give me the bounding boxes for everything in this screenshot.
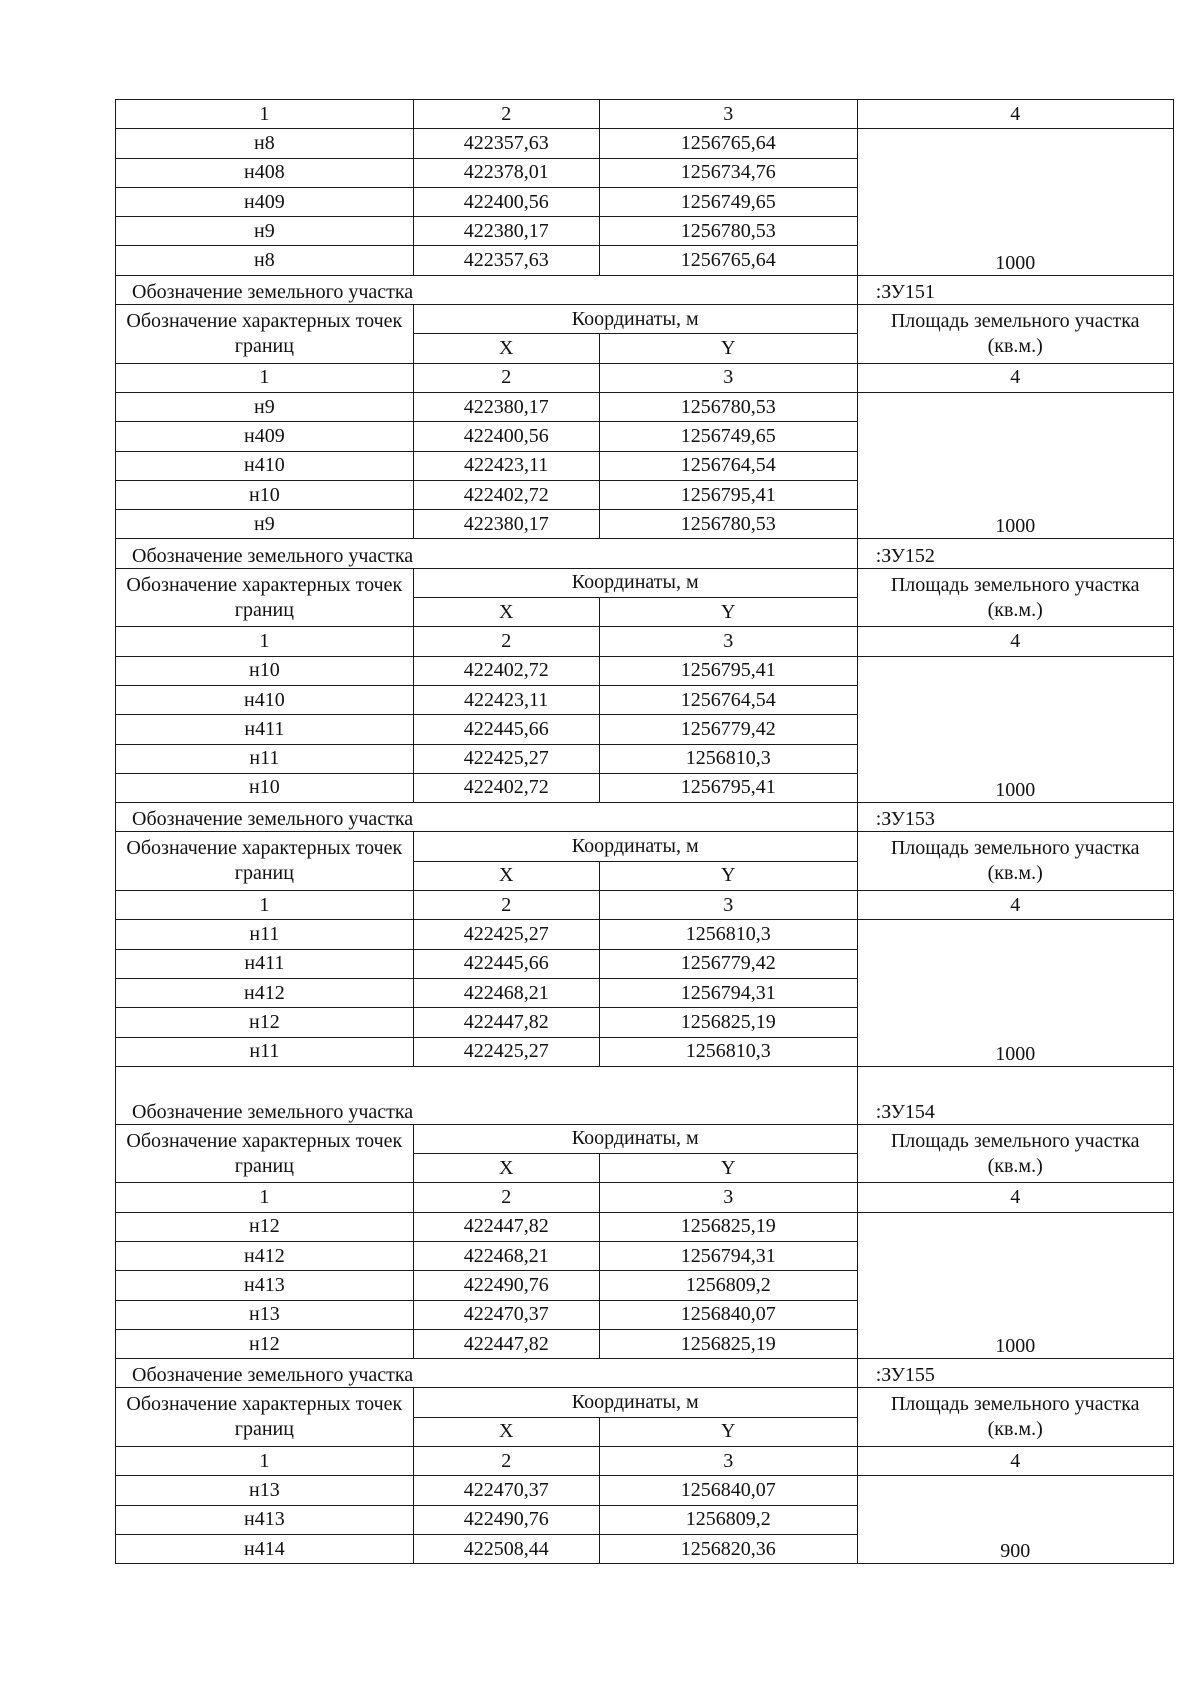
blank-cell: [599, 539, 857, 568]
parcel-code: :ЗУ154: [857, 1066, 1173, 1124]
blank-cell: [413, 803, 599, 832]
point-y: 1256795,41: [599, 480, 857, 509]
parcel-area: 900: [857, 1476, 1173, 1564]
parcel-designation-label: Обозначение земельного участка: [116, 1359, 414, 1388]
point-y: 1256765,64: [599, 129, 857, 158]
point-x: 422445,66: [413, 715, 599, 744]
header-row: [116, 305, 1174, 334]
column-number-row: [116, 100, 1174, 129]
column-number: 1: [116, 891, 414, 920]
point-x: 422490,76: [413, 1505, 599, 1534]
point-y: 1256749,65: [599, 187, 857, 216]
point-y: 1256825,19: [599, 1212, 857, 1241]
header-row: [116, 832, 1174, 861]
parcel-area: 1000: [857, 1212, 1173, 1358]
y-header: Y: [599, 1154, 857, 1183]
point-x: 422402,72: [413, 773, 599, 802]
y-header: Y: [599, 861, 857, 890]
point-name: н10: [116, 773, 414, 802]
column-number: 1: [116, 1447, 414, 1476]
point-y: 1256794,31: [599, 978, 857, 1007]
parcel-area: 1000: [857, 129, 1173, 275]
point-y: 1256810,3: [599, 1037, 857, 1066]
coordinates-table: [115, 99, 1174, 1564]
point-x: 422447,82: [413, 1008, 599, 1037]
parcel-designation-row: [116, 539, 1174, 568]
column-number: 3: [599, 363, 857, 392]
column-number: 2: [413, 891, 599, 920]
table-row: [116, 920, 1174, 949]
point-x: 422400,56: [413, 422, 599, 451]
area-header: Площадь земельного участка (кв.м.): [857, 305, 1173, 364]
point-x: 422402,72: [413, 656, 599, 685]
point-y: 1256809,2: [599, 1505, 857, 1534]
point-name: н11: [116, 920, 414, 949]
blank-cell: [599, 275, 857, 304]
points-designation-header: Обозначение характерных точек границ: [116, 568, 414, 627]
header-row: [116, 1124, 1174, 1153]
parcel-designation-row: [116, 275, 1174, 304]
x-header: X: [413, 598, 599, 627]
column-number-row: [116, 1447, 1174, 1476]
parcel-code: :ЗУ152: [857, 539, 1173, 568]
column-number: 3: [599, 1183, 857, 1212]
point-name: н11: [116, 744, 414, 773]
point-name: н8: [116, 246, 414, 275]
coordinates-header: Координаты, м: [413, 832, 857, 861]
point-y: 1256734,76: [599, 158, 857, 187]
point-x: 422445,66: [413, 949, 599, 978]
column-number: 1: [116, 363, 414, 392]
coordinates-header: Координаты, м: [413, 305, 857, 334]
parcel-area: 1000: [857, 392, 1173, 538]
column-number: 2: [413, 1447, 599, 1476]
point-y: 1256840,07: [599, 1476, 857, 1505]
column-number-row: [116, 363, 1174, 392]
blank-cell: [413, 275, 599, 304]
point-name: н411: [116, 715, 414, 744]
point-x: 422468,21: [413, 978, 599, 1007]
point-name: н13: [116, 1476, 414, 1505]
column-number: 1: [116, 100, 414, 129]
blank-cell: [413, 1359, 599, 1388]
column-number: 4: [857, 891, 1173, 920]
parcel-area: 1000: [857, 656, 1173, 802]
point-name: н412: [116, 978, 414, 1007]
point-y: 1256810,3: [599, 920, 857, 949]
column-number: 3: [599, 100, 857, 129]
point-x: 422490,76: [413, 1271, 599, 1300]
parcel-designation-row: [116, 1359, 1174, 1388]
point-y: 1256809,2: [599, 1271, 857, 1300]
point-name: н413: [116, 1505, 414, 1534]
parcel-designation-row: [116, 1066, 1174, 1124]
parcel-code: :ЗУ155: [857, 1359, 1173, 1388]
column-number-row: [116, 627, 1174, 656]
point-name: н408: [116, 158, 414, 187]
points-designation-header: Обозначение характерных точек границ: [116, 305, 414, 364]
points-designation-header: Обозначение характерных точек границ: [116, 832, 414, 891]
table-row: [116, 129, 1174, 158]
point-x: 422425,27: [413, 920, 599, 949]
points-designation-header: Обозначение характерных точек границ: [116, 1388, 414, 1447]
point-name: н8: [116, 129, 414, 158]
y-header: Y: [599, 334, 857, 363]
table-row: [116, 392, 1174, 421]
point-y: 1256840,07: [599, 1300, 857, 1329]
point-name: н413: [116, 1271, 414, 1300]
area-header: Площадь земельного участка (кв.м.): [857, 568, 1173, 627]
point-x: 422423,11: [413, 451, 599, 480]
point-name: н11: [116, 1037, 414, 1066]
point-y: 1256795,41: [599, 656, 857, 685]
points-designation-header: Обозначение характерных точек границ: [116, 1124, 414, 1183]
point-y: 1256825,19: [599, 1008, 857, 1037]
point-y: 1256795,41: [599, 773, 857, 802]
point-y: 1256780,53: [599, 510, 857, 539]
blank-cell: [599, 1359, 857, 1388]
point-x: 422470,37: [413, 1300, 599, 1329]
point-y: 1256779,42: [599, 949, 857, 978]
parcel-designation-label: Обозначение земельного участка: [116, 803, 414, 832]
blank-cell: [413, 1066, 599, 1124]
point-x: 422400,56: [413, 187, 599, 216]
parcel-designation-label: Обозначение земельного участка: [116, 1066, 414, 1124]
point-x: 422423,11: [413, 685, 599, 714]
point-x: 422447,82: [413, 1212, 599, 1241]
point-name: н12: [116, 1329, 414, 1358]
column-number: 2: [413, 363, 599, 392]
coordinates-header: Координаты, м: [413, 568, 857, 597]
table-row: [116, 1212, 1174, 1241]
column-number-row: [116, 1183, 1174, 1212]
parcel-designation-label: Обозначение земельного участка: [116, 539, 414, 568]
point-x: 422470,37: [413, 1476, 599, 1505]
header-row: [116, 568, 1174, 597]
column-number: 3: [599, 1447, 857, 1476]
parcel-code: :ЗУ151: [857, 275, 1173, 304]
parcel-designation-row: [116, 803, 1174, 832]
x-header: X: [413, 334, 599, 363]
point-name: н9: [116, 217, 414, 246]
area-header: Площадь земельного участка (кв.м.): [857, 1124, 1173, 1183]
point-y: 1256779,42: [599, 715, 857, 744]
coordinates-header: Координаты, м: [413, 1124, 857, 1153]
column-number: 4: [857, 100, 1173, 129]
point-x: 422380,17: [413, 392, 599, 421]
point-y: 1256820,36: [599, 1534, 857, 1563]
point-name: н9: [116, 510, 414, 539]
point-y: 1256794,31: [599, 1241, 857, 1270]
y-header: Y: [599, 1417, 857, 1446]
blank-cell: [599, 1066, 857, 1124]
point-name: н410: [116, 685, 414, 714]
x-header: X: [413, 861, 599, 890]
column-number: 4: [857, 1447, 1173, 1476]
table-row: [116, 1476, 1174, 1505]
point-y: 1256765,64: [599, 246, 857, 275]
table-row: [116, 656, 1174, 685]
blank-cell: [599, 803, 857, 832]
parcel-designation-label: Обозначение земельного участка: [116, 275, 414, 304]
column-number: 4: [857, 363, 1173, 392]
point-name: н9: [116, 392, 414, 421]
column-number: 1: [116, 1183, 414, 1212]
point-name: н10: [116, 656, 414, 685]
point-y: 1256780,53: [599, 217, 857, 246]
point-name: н409: [116, 187, 414, 216]
x-header: X: [413, 1154, 599, 1183]
point-x: 422468,21: [413, 1241, 599, 1270]
column-number: 2: [413, 100, 599, 129]
header-row: [116, 1388, 1174, 1417]
point-name: н414: [116, 1534, 414, 1563]
coordinates-header: Координаты, м: [413, 1388, 857, 1417]
point-y: 1256780,53: [599, 392, 857, 421]
point-x: 422508,44: [413, 1534, 599, 1563]
point-name: н409: [116, 422, 414, 451]
point-y: 1256825,19: [599, 1329, 857, 1358]
point-name: н410: [116, 451, 414, 480]
point-x: 422357,63: [413, 246, 599, 275]
point-x: 422425,27: [413, 1037, 599, 1066]
point-y: 1256764,54: [599, 451, 857, 480]
area-header: Площадь земельного участка (кв.м.): [857, 832, 1173, 891]
point-x: 422357,63: [413, 129, 599, 158]
parcel-area: 1000: [857, 920, 1173, 1066]
column-number: 1: [116, 627, 414, 656]
column-number-row: [116, 891, 1174, 920]
point-x: 422378,01: [413, 158, 599, 187]
point-name: н13: [116, 1300, 414, 1329]
point-y: 1256749,65: [599, 422, 857, 451]
point-x: 422402,72: [413, 480, 599, 509]
point-name: н10: [116, 480, 414, 509]
area-header: Площадь земельного участка (кв.м.): [857, 1388, 1173, 1447]
point-y: 1256764,54: [599, 685, 857, 714]
column-number: 3: [599, 891, 857, 920]
point-name: н412: [116, 1241, 414, 1270]
point-y: 1256810,3: [599, 744, 857, 773]
parcel-code: :ЗУ153: [857, 803, 1173, 832]
blank-cell: [413, 539, 599, 568]
x-header: X: [413, 1417, 599, 1446]
point-x: 422425,27: [413, 744, 599, 773]
point-name: н12: [116, 1212, 414, 1241]
column-number: 2: [413, 627, 599, 656]
column-number: 4: [857, 1183, 1173, 1212]
point-x: 422380,17: [413, 217, 599, 246]
point-x: 422447,82: [413, 1329, 599, 1358]
column-number: 2: [413, 1183, 599, 1212]
point-name: н12: [116, 1008, 414, 1037]
y-header: Y: [599, 598, 857, 627]
point-x: 422380,17: [413, 510, 599, 539]
column-number: 4: [857, 627, 1173, 656]
point-name: н411: [116, 949, 414, 978]
column-number: 3: [599, 627, 857, 656]
